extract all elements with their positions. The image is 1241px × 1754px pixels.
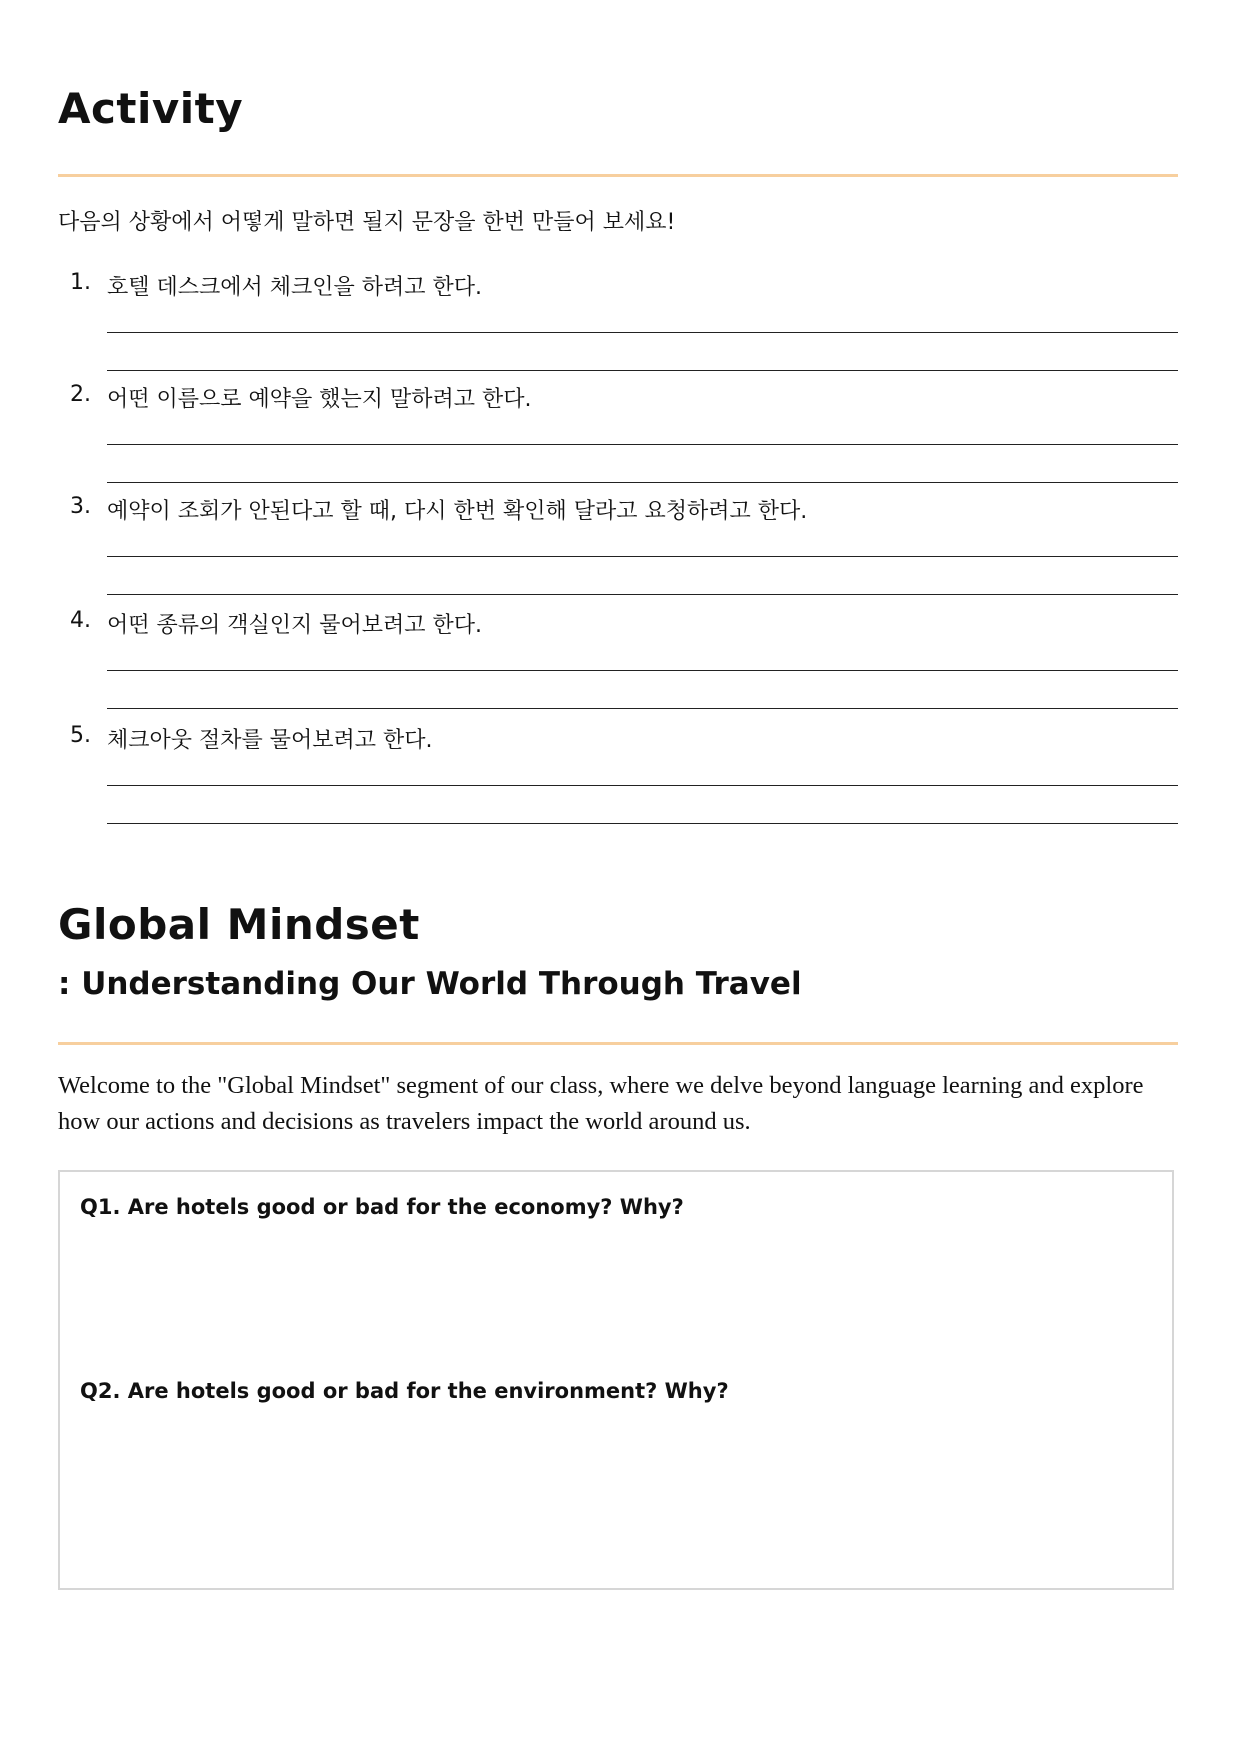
answer-line[interactable] (107, 785, 1178, 786)
item-prompt: 어떤 이름으로 예약을 했는지 말하려고 한다. (107, 387, 532, 412)
discussion-questions-box[interactable] (58, 1170, 1174, 1590)
question-2: Q2. Are hotels good or bad for the environment? Why? (80, 1379, 729, 1403)
item-number: 5. (70, 723, 91, 748)
global-mindset-subtitle: : Understanding Our World Through Travel (58, 966, 802, 1002)
answer-line[interactable] (107, 370, 1178, 371)
activity-divider (58, 174, 1178, 177)
global-mindset-divider (58, 1042, 1178, 1045)
question-1: Q1. Are hotels good or bad for the economy? Why? (80, 1195, 684, 1219)
activity-title: Activity (58, 84, 244, 133)
item-number: 4. (70, 608, 91, 633)
answer-line[interactable] (107, 823, 1178, 824)
answer-line[interactable] (107, 594, 1178, 595)
item-prompt: 체크아웃 절차를 물어보려고 한다. (107, 728, 433, 753)
item-prompt: 어떤 종류의 객실인지 물어보려고 한다. (107, 613, 482, 638)
answer-line[interactable] (107, 708, 1178, 709)
answer-line[interactable] (107, 556, 1178, 557)
answer-line[interactable] (107, 444, 1178, 445)
answer-line[interactable] (107, 482, 1178, 483)
item-number: 3. (70, 494, 91, 519)
global-mindset-title: Global Mindset (58, 900, 420, 949)
global-mindset-intro: Welcome to the "Global Mindset" segment of our class, where we delve beyond language learning and explore how our actions and decisions as travelers impact the world around us. (58, 1072, 1144, 1135)
activity-instruction: 다음의 상황에서 어떻게 말하면 될지 문장을 한번 만들어 보세요! (58, 210, 676, 235)
item-number: 1. (70, 270, 91, 295)
item-prompt: 호텔 데스크에서 체크인을 하려고 한다. (107, 275, 482, 300)
item-prompt: 예약이 조회가 안된다고 할 때, 다시 한번 확인해 달라고 요청하려고 한다. (107, 499, 808, 524)
answer-line[interactable] (107, 332, 1178, 333)
answer-line[interactable] (107, 670, 1178, 671)
item-number: 2. (70, 382, 91, 407)
